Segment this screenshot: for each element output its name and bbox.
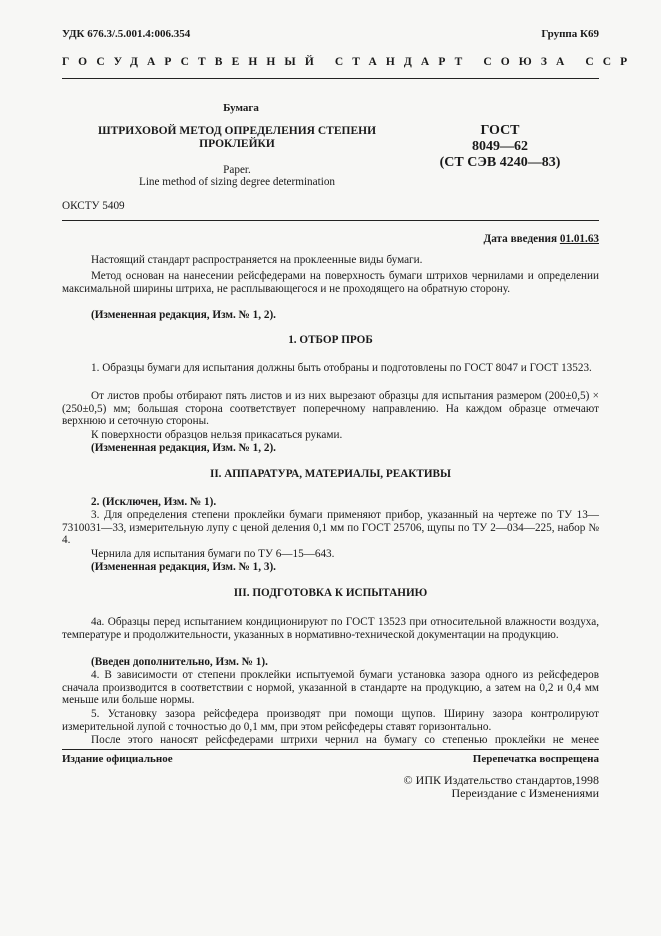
state-standard-banner: ГОСУДАРСТВЕННЫЙ СТАНДАРТ СОЮЗА ССР: [62, 56, 637, 68]
udk-code: УДК 676.3/.5.001.4:006.354: [62, 28, 191, 40]
section-1-paragraph-1: 1. Образцы бумаги для испытания должны быть отобраны и подготовлены по ГОСТ 8047 и ГОСТ 13523.: [91, 362, 592, 374]
gost-cmea-number: (СТ СЭВ 4240—83): [439, 155, 561, 170]
english-title-line1: Paper.: [223, 164, 251, 176]
section-3-paragraph-4: После этого наносят рейсфедерами штрихи чернил на бумагу со степенью проклейки не менее: [91, 734, 599, 746]
scope-paragraph: Настоящий стандарт распространяется на проклеенные виды бумаги.: [91, 254, 423, 266]
title-divider: [62, 220, 599, 221]
document-title-line2: ПРОКЛЕЙКИ: [199, 138, 275, 150]
section-2-paragraph-2: 3. Для определения степени проклейки бумаги применяют прибор, указанный на чертеже по ТУ 13—7310031—33, измерительную лупу с ценой деления 0,1 мм по ГОСТ 25706, щупы по ТУ 2—034—225, набор № 4.: [62, 509, 599, 547]
subject-label: Бумага: [223, 102, 259, 114]
header-divider: [62, 78, 599, 79]
introduction-date-value: 01.01.63: [559, 233, 599, 245]
section-3-paragraph-3: 5. Установку зазора рейсфедера производят при помощи щупов. Ширину зазора контролируют измерительной лупой с точностью до 0,1 мм, при этом рейсфедеры ставят горизонтально.: [62, 708, 599, 733]
section-2-paragraph-3: Чернила для испытания бумаги по ТУ 6—15—643.: [91, 548, 335, 560]
introduction-date-label: Дата введения: [483, 233, 558, 245]
amendment-note-2: (Измененная редакция, Изм. № 1, 2).: [91, 442, 276, 454]
section-1-paragraph-3: К поверхности образцов нельзя прикасаться руками.: [91, 429, 343, 441]
section-3-paragraph-2: 4. В зависимости от степени проклейки испытуемой бумаги установка зазора одного из рейсфедеров сначала производится в соответствии с нормой, указанной в стандарте на продукцию, а затем на 0,2 и 0,4 мм меньше или больше нормы.: [62, 669, 599, 707]
section-1-paragraph-2: От листов пробы отбирают пять листов и из них вырезают образцы для испытания размером (200±0,5) × (250±0,5) мм; большая сторона соответствует поперечному направлению. На каждом образце отмечают верхнюю и сеточную стороны.: [62, 390, 599, 428]
gost-number: 8049—62: [472, 139, 528, 154]
group-code: Группа К69: [541, 28, 599, 40]
introduction-date: [484, 233, 599, 246]
okstu-code: ОКСТУ 5409: [62, 200, 125, 212]
section-2-title: II. АППАРАТУРА, МАТЕРИАЛЫ, РЕАКТИВЫ: [209, 468, 452, 480]
english-title-line2: Line method of sizing degree determination: [138, 176, 336, 188]
section-3-paragraph-1: 4а. Образцы перед испытанием кондиционируют по ГОСТ 13523 при относительной влажности воздуха, температуре и продолжительности, указанных в нормативно-технической документации на продукцию.: [62, 616, 599, 641]
reprint-prohibited-label: Перепечатка воспрещена: [472, 753, 599, 765]
document-title-line1: ШТРИХОВОЙ МЕТОД ОПРЕДЕЛЕНИЯ СТЕПЕНИ: [97, 125, 377, 137]
footer-divider: [62, 749, 599, 750]
amendment-note-1: (Измененная редакция, Изм. № 1, 2).: [91, 309, 276, 321]
copyright-notice: © ИПК Издательство стандартов,1998: [403, 773, 599, 787]
section-2-paragraph-1: 2. (Исключен, Изм. № 1).: [91, 496, 217, 508]
amendment-note-4: (Введен дополнительно, Изм. № 1).: [91, 656, 268, 668]
gost-label: ГОСТ: [480, 123, 520, 138]
official-edition-label: Издание официальное: [62, 753, 173, 765]
method-paragraph: Метод основан на нанесении рейсфедерами на поверхность бумаги штрихов чернилами и определении максимальной ширины штриха, не расплывающегося и не проходящего на обратную сторону.: [62, 270, 599, 295]
section-1-title: 1. ОТБОР ПРОБ: [288, 334, 373, 346]
section-3-title: III. ПОДГОТОВКА К ИСПЫТАНИЮ: [233, 587, 428, 599]
reissue-notice: Переиздание с Изменениями: [451, 786, 599, 800]
amendment-note-3: (Измененная редакция, Изм. № 1, 3).: [91, 561, 276, 573]
